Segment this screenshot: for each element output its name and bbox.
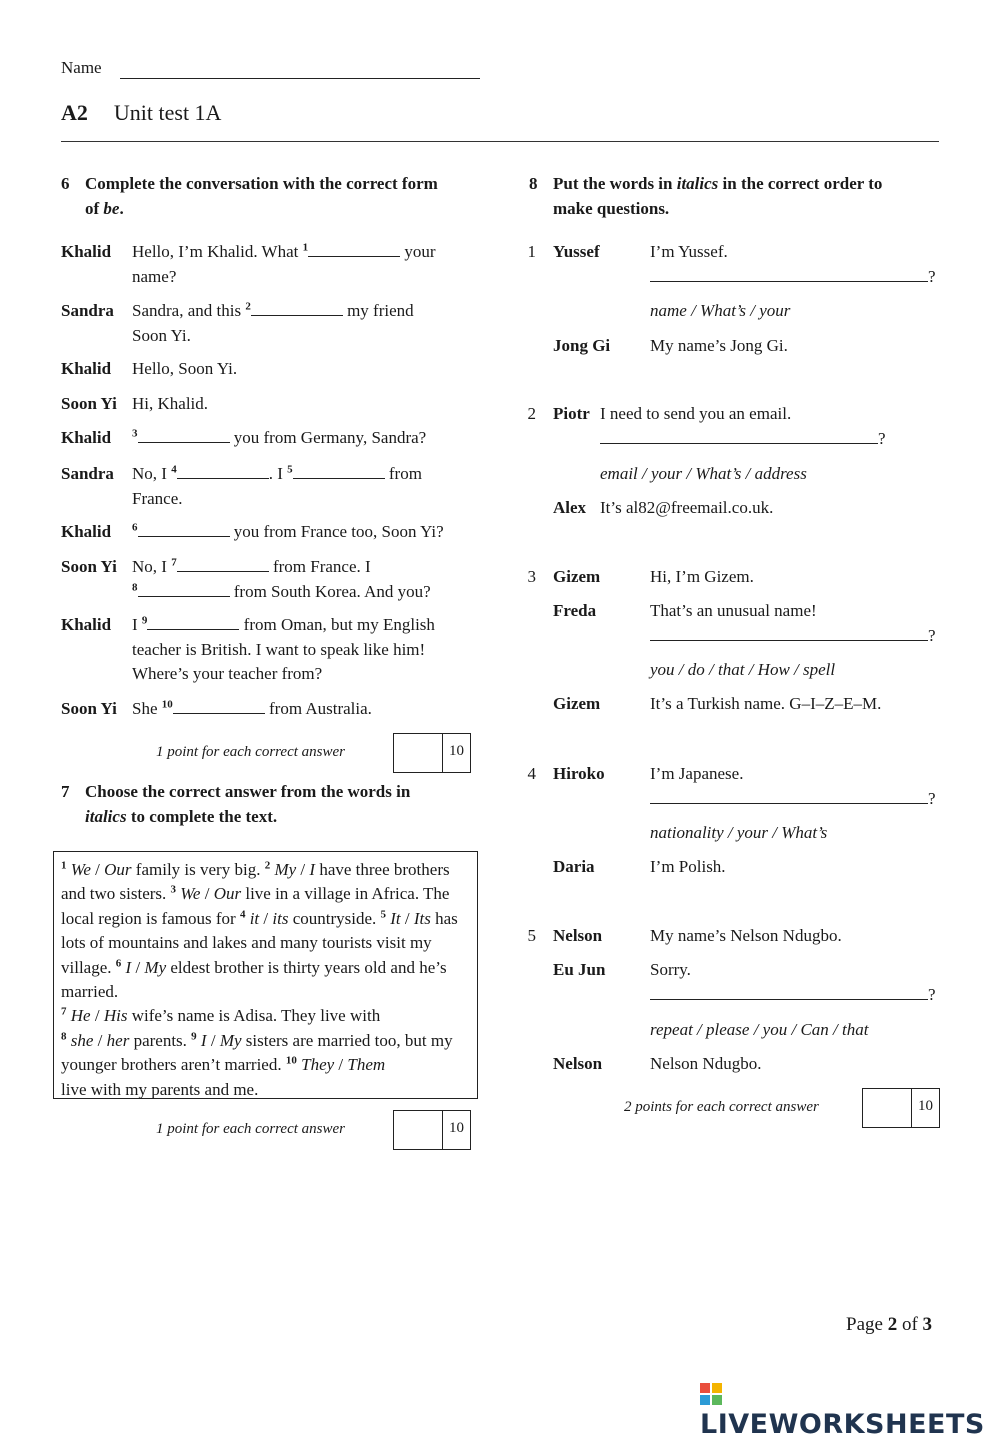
dialogue-line: Sorry. xyxy=(650,960,691,979)
dialogue-line: That’s an unusual name! xyxy=(650,601,817,620)
choice-option[interactable]: I xyxy=(309,860,316,879)
answer-blank-10[interactable] xyxy=(173,699,265,714)
dialogue-line: Nelson Ndugbo. xyxy=(650,1054,762,1073)
speaker-label: Hiroko xyxy=(553,764,605,783)
speaker-label: Soon Yi xyxy=(61,699,117,718)
score-note: 1 point for each correct answer xyxy=(156,744,346,760)
speaker-label: Jong Gi xyxy=(553,336,611,355)
name-label: Name xyxy=(61,58,102,77)
score-box[interactable] xyxy=(393,733,471,773)
speaker-label: Nelson xyxy=(553,926,603,945)
choice-option[interactable]: His xyxy=(103,1006,128,1026)
choice-option[interactable]: her xyxy=(106,1030,130,1050)
dialogue-line: $^6$ you from France too, Soon Yi? xyxy=(132,521,444,541)
dialogue-line: My name’s Nelson Ndugbo. xyxy=(650,926,842,945)
choice-option[interactable]: it xyxy=(249,908,260,928)
item-number: 1 xyxy=(527,242,536,261)
choice-option[interactable]: We xyxy=(180,884,201,904)
speaker-label: Gizem xyxy=(553,694,601,713)
q8-heading: 8 Put the words in italics in the correct order to make questions. xyxy=(529,171,949,223)
answer-blank-3[interactable] xyxy=(138,428,230,443)
speaker-label: Soon Yi xyxy=(61,394,117,413)
scrambled-words: email / your / What’s / address xyxy=(600,464,807,483)
q6-heading: 6 Complete the conversation with the correct form of be. xyxy=(61,171,491,223)
scrambled-words: nationality / your / What’s xyxy=(650,823,828,842)
dialogue-line: I $^9$ from Oman, but my English teacher is British. I want to speak like him! Where’s your teacher from? xyxy=(132,614,435,683)
choice-option[interactable]: My xyxy=(274,860,297,879)
dialogue-line: I’m Yussef. xyxy=(650,242,728,261)
choice-option[interactable]: I xyxy=(200,1030,207,1050)
choice-option[interactable]: My xyxy=(144,957,167,977)
speaker-label: Khalid xyxy=(61,615,112,634)
answer-blank-6[interactable] xyxy=(138,522,230,537)
answer-line[interactable]: ? xyxy=(650,983,936,1008)
q7-heading: 7 Choose the correct answer from the words in italics to complete the text. xyxy=(61,779,491,831)
item-number: 2 xyxy=(527,404,536,423)
scrambled-words: name / What’s / your xyxy=(650,301,791,320)
speaker-label: Daria xyxy=(553,857,595,876)
answer-blank-9[interactable] xyxy=(147,615,239,630)
page-number: Page 2 of 3 xyxy=(846,1314,933,1335)
dialogue-line: No, I $^4$ . I $^5$ from France. xyxy=(132,463,422,508)
choice-option[interactable]: Them xyxy=(347,1055,386,1075)
q6-number: 6 xyxy=(61,174,70,193)
choice-option[interactable]: Our xyxy=(104,860,132,879)
score-note: 1 point for each correct answer xyxy=(156,1121,346,1137)
speaker-label: Sandra xyxy=(61,301,114,320)
q6-instruction: Complete the conversation with the correct form xyxy=(85,174,438,193)
answer-blank-4[interactable] xyxy=(177,464,269,479)
speaker-label: Khalid xyxy=(61,242,112,261)
dialogue-line: I’m Polish. xyxy=(650,857,726,876)
scrambled-words: you / do / that / How / spell xyxy=(650,660,836,679)
choice-option[interactable]: It xyxy=(390,908,401,928)
speaker-label: Khalid xyxy=(61,359,112,378)
choice-option[interactable]: its xyxy=(272,908,289,928)
speaker-label: Eu Jun xyxy=(553,960,606,979)
q8-number: 8 xyxy=(529,174,538,193)
q7-instruction: Choose the correct answer from the words in xyxy=(85,782,411,801)
scrambled-words: repeat / please / you / Can / that xyxy=(650,1020,869,1039)
answer-line[interactable]: ? xyxy=(600,427,886,452)
choice-option[interactable]: I xyxy=(125,957,132,977)
dialogue-line: Sandra, and this $^2$ my friend Soon Yi. xyxy=(132,300,414,345)
choice-option[interactable]: We xyxy=(70,860,91,879)
dialogue-line: $^3$ you from Germany, Sandra? xyxy=(132,427,427,447)
level-label: A2 xyxy=(61,100,88,125)
score-box[interactable] xyxy=(862,1088,940,1128)
dialogue-line: No, I $^7$ from France. I $^8$ from South Korea. And you? xyxy=(132,556,431,601)
answer-blank-5[interactable] xyxy=(293,464,385,479)
score-total: 10 xyxy=(918,1098,933,1114)
speaker-label: Gizem xyxy=(553,567,601,586)
speaker-label: Yussef xyxy=(553,242,600,261)
dialogue-line: Hi, I’m Gizem. xyxy=(650,567,754,586)
answer-blank-7[interactable] xyxy=(177,557,269,572)
speaker-label: Soon Yi xyxy=(61,557,117,576)
speaker-label: Freda xyxy=(553,601,597,620)
score-total: 10 xyxy=(449,1120,464,1136)
dialogue-line: Hello, Soon Yi. xyxy=(132,359,238,378)
choice-option[interactable]: Our xyxy=(213,884,242,904)
q7-paragraph: $^1$ We / Our family is very big. $^2$ My / I have three brothers and two sisters. $^3$ We / Our live in a village in Africa. The local region is famous for $^4$ it / its countryside. $^5$ It / Its has lots of mountains and lakes and many tourists visit my village. $^6$ I / My eldest brother is thirty years old and he’s married. $^7$ He / His wife’s name is Adisa. They live with $^8$ she / her parents. $^9$ I / My sisters are married too, but my younger brothers aren’t married. $^{10}$ They / Them live with my parents and me. xyxy=(61,859,458,1099)
answer-line[interactable]: ? xyxy=(650,624,936,649)
answer-blank-8[interactable] xyxy=(138,582,230,597)
choice-option[interactable]: They xyxy=(301,1055,335,1075)
speaker-label: Khalid xyxy=(61,522,112,541)
q7-text-box xyxy=(53,851,478,1099)
item-number: 4 xyxy=(527,764,536,783)
brand-logo xyxy=(700,1378,1000,1440)
speaker-label: Sandra xyxy=(61,464,114,483)
choice-option[interactable]: Its xyxy=(413,908,431,928)
speaker-label: Alex xyxy=(553,498,587,517)
answer-blank-2[interactable] xyxy=(251,301,343,316)
choice-option[interactable]: My xyxy=(219,1030,242,1050)
page-title xyxy=(61,100,221,126)
dialogue-line: It’s al82@freemail.co.uk. xyxy=(600,498,774,517)
score-box[interactable] xyxy=(393,1110,471,1150)
answer-line[interactable]: ? xyxy=(650,265,936,290)
item-number: 3 xyxy=(527,567,536,586)
name-field-line[interactable] xyxy=(120,78,480,79)
logo-icon xyxy=(700,1383,722,1405)
speaker-label: Piotr xyxy=(553,404,590,423)
answer-line[interactable]: ? xyxy=(650,787,936,812)
speaker-label: Khalid xyxy=(61,428,112,447)
dialogue-line: She $^{10}$ from Australia. xyxy=(132,698,372,718)
score-total: 10 xyxy=(449,743,464,759)
dialogue-line: I need to send you an email. xyxy=(600,404,792,423)
header-divider xyxy=(61,141,939,142)
item-number: 5 xyxy=(527,926,536,945)
answer-blank-1[interactable] xyxy=(308,242,400,257)
q7-number: 7 xyxy=(61,782,70,801)
dialogue-line: I’m Japanese. xyxy=(650,764,744,783)
dialogue-line: My name’s Jong Gi. xyxy=(650,336,788,355)
dialogue-line: Hello, I’m Khalid. What $^1$ your name? xyxy=(132,241,436,286)
choice-option[interactable]: she xyxy=(70,1030,94,1050)
dialogue-line: It’s a Turkish name. G–I–Z–E–M. xyxy=(650,694,882,713)
choice-option[interactable]: He xyxy=(70,1006,91,1026)
brand-name: LIVEWORKSHEETS xyxy=(700,1409,985,1440)
score-note: 2 points for each correct answer xyxy=(624,1099,819,1115)
dialogue-line: Hi, Khalid. xyxy=(132,394,209,413)
unit-title: Unit test 1A xyxy=(113,100,222,125)
speaker-label: Nelson xyxy=(553,1054,603,1073)
